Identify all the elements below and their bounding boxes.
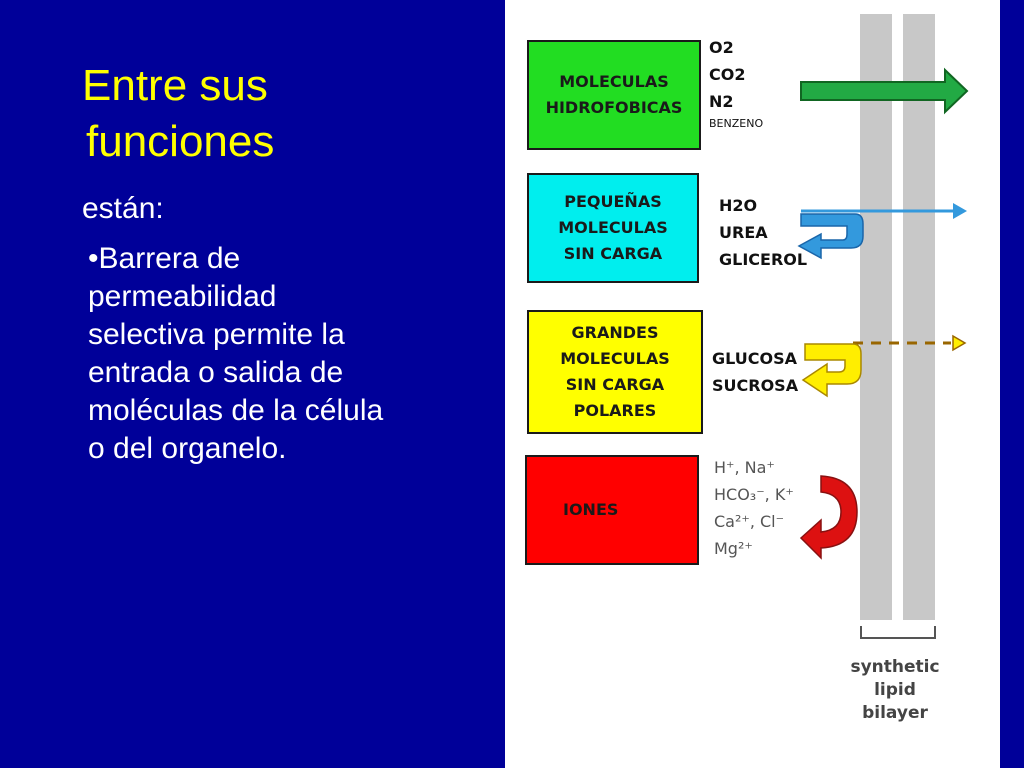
bullet-line: moléculas de la célula bbox=[88, 394, 384, 427]
green-pass-arrow bbox=[801, 70, 967, 112]
bullet-line: •Barrera de bbox=[88, 242, 241, 275]
bullet-line: permeabilidad bbox=[88, 280, 277, 313]
slide-title bbox=[82, 58, 482, 170]
yellow-dashed-arrowhead bbox=[953, 336, 965, 350]
lead-text: están: bbox=[82, 192, 164, 225]
title-line-1: Entre sus bbox=[82, 61, 268, 110]
permeability-diagram bbox=[505, 0, 1000, 768]
arrows-layer bbox=[505, 0, 1000, 768]
bilayer-bracket bbox=[861, 626, 935, 638]
small-uncharged-molecules: H2O UREA GLICEROL bbox=[719, 196, 808, 269]
hydrophobic-box: MOLECULAS HIDROFOBICAS bbox=[527, 40, 701, 150]
bilayer-label: synthetic lipid bilayer bbox=[850, 657, 940, 723]
large-polar-molecules: GLUCOSA SUCROSA bbox=[712, 349, 799, 395]
blue-return-arrow bbox=[799, 214, 863, 258]
small-uncharged-box: PEQUEÑAS MOLECULAS SIN CARGA bbox=[527, 173, 699, 283]
ion-molecules: H⁺, Na⁺ HCO₃⁻, K⁺ Ca²⁺, Cl⁻ Mg²⁺ bbox=[714, 458, 794, 558]
bullet-line: selectiva permite la bbox=[88, 318, 345, 351]
red-return-arrow bbox=[801, 476, 857, 558]
large-polar-box: GRANDES MOLECULAS SIN CARGA POLARES bbox=[527, 310, 703, 434]
bullet-line: entrada o salida de bbox=[88, 356, 344, 389]
bullet-line: o del organelo. bbox=[88, 432, 287, 465]
benzeno-label: BENZENO bbox=[709, 117, 764, 130]
slide-body bbox=[80, 190, 500, 468]
hydrophobic-molecules: O2 CO2 N2 BENZENO bbox=[709, 34, 763, 133]
ions-box: IONES bbox=[525, 455, 699, 565]
bullet-paragraph bbox=[80, 240, 500, 468]
blue-pass-arrowhead bbox=[953, 203, 967, 219]
yellow-return-arrow bbox=[803, 344, 861, 396]
title-line-2: funciones bbox=[86, 117, 275, 166]
